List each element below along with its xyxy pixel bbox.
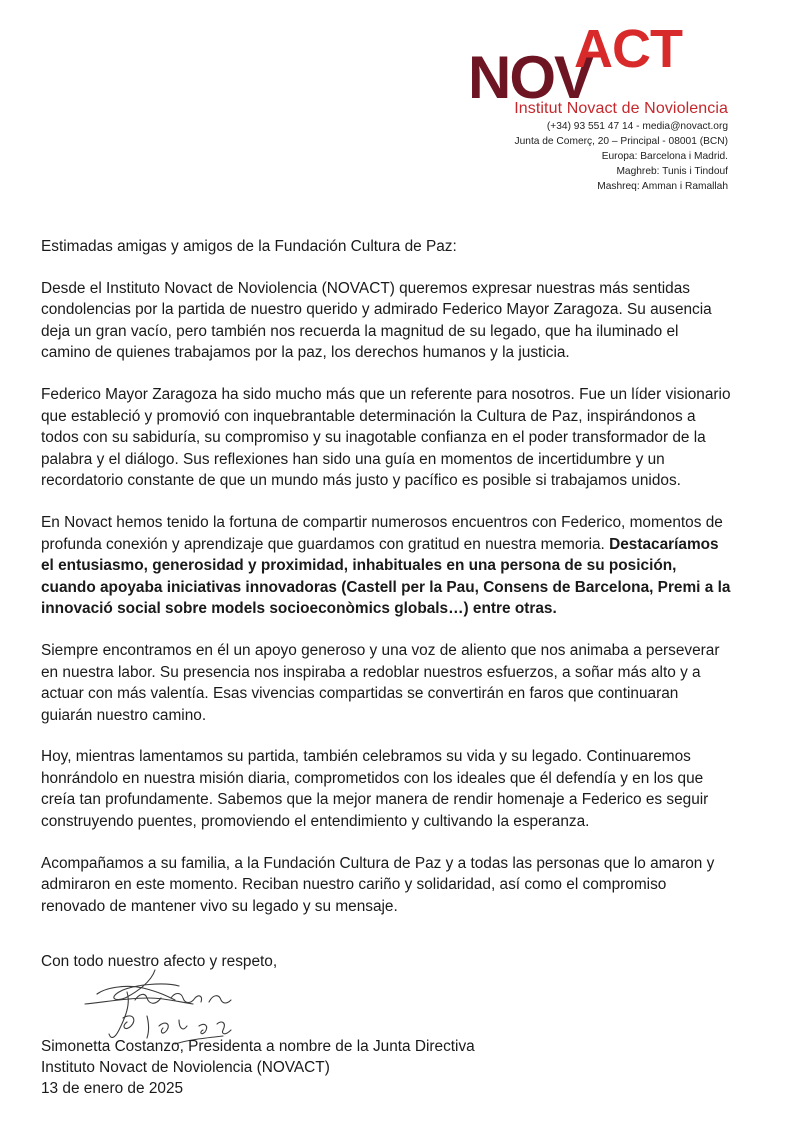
letter-body	[41, 236, 731, 937]
closing-line: Con todo nuestro afecto y respeto,	[41, 953, 278, 970]
signer-name: Simonetta Costanzo, Presidenta a nombre de la Junta Directiva	[41, 1038, 475, 1055]
contact-line-phone-email: (+34) 93 551 47 14 - media@novact.org	[546, 121, 728, 132]
paragraph-3	[41, 512, 731, 620]
contact-line-europa: Europa: Barcelona i Madrid.	[601, 151, 728, 162]
logo-nov: NOV	[468, 44, 593, 111]
contact-line-mashreq: Mashreq: Amman i Ramallah	[597, 181, 728, 192]
org-name: Institut Novact de Noviolencia	[514, 100, 728, 117]
paragraph-5: Hoy, mientras lamentamos su partida, también celebramos su vida y su legado. Continuaremos honrándolo en nuestra misión diaria, comprometidos con los ideales que él defendía y en los que creía tan profundamente. Sabemos que la mejor manera de rendir homenaje a Federico es seguir construyendo puentes, promoviendo el entendimiento y cultivando la esperanza.	[41, 748, 709, 831]
logo-act: ACT	[574, 19, 682, 79]
paragraph-2: Federico Mayor Zaragoza ha sido mucho más que un referente para nosotros. Fue un líder visionario que estableció y promovió con inquebrantable determinación la Cultura de Paz, inspirándonos a todos con su sabiduría, su compromiso y su inagotable confianza en el poder transformador de la palabra y el diálogo. Sus reflexiones han sido una guía en momentos de incertidumbre y un recordatorio constante de que un mundo más justo y pacífico es posible si trabajamos unidos.	[41, 385, 731, 490]
contact-block	[468, 119, 728, 194]
contact-line-address: Junta de Comerç, 20 – Principal - 08001 (BCN)	[514, 136, 728, 147]
signature-block	[41, 1036, 475, 1099]
letter-date: 13 de enero de 2025	[41, 1080, 184, 1097]
paragraph-6: Acompañamos a su familia, a la Fundación Cultura de Paz y a todas las personas que lo amaron y admiraron en este momento. Reciban nuestro cariño y solidaridad, así como el compromiso renovado de mantener vivo su legado y su mensaje.	[41, 854, 715, 915]
paragraph-4: Siempre encontramos en él un apoyo generoso y una voz de aliento que nos animaba a perseverar en nuestra labor. Su presencia nos inspiraba a redoblar nuestros esfuerzos, a soñar más alto y a actuar con más valentía. Esas vivencias compartidas se convertirán en faros que continuaran guiarán nuestro camino.	[41, 641, 720, 724]
paragraph-3-bold: Destacaríamos el entusiasmo, generosidad y proximidad, inhabituales en una persona de su posición, cuando apoyaba iniciativas innovadoras (Castell per la Pau, Consens de Barcelona, Premi a la innovació social sobre models socioeconòmics globals…) entre otras.	[41, 535, 731, 618]
paragraph-1: Desde el Instituto Novact de Noviolencia (NOVACT) queremos expresar nuestras más sentidas condolencias por la partida de nuestro querido y admirado Federico Mayor Zaragoza. Su ausencia deja un gran vacío, pero también nos recuerda la magnitud de su legado, que ha iluminado el camino de quienes trabajamos por la paz, los derechos humanos y la justicia.	[41, 279, 712, 362]
signer-organization: Instituto Novact de Noviolencia (NOVACT)	[41, 1059, 330, 1076]
letterhead	[468, 20, 728, 194]
paragraph-3-text: En Novact hemos tenido la fortuna de compartir numerosos encuentros con Federico, momentos de profunda conexión y aprendizaje que guardamos con gratitud en nuestra memoria.	[41, 513, 723, 553]
contact-line-maghreb: Maghreb: Tunis i Tindouf	[616, 166, 728, 177]
greeting: Estimadas amigas y amigos de la Fundación Cultura de Paz:	[41, 238, 457, 255]
